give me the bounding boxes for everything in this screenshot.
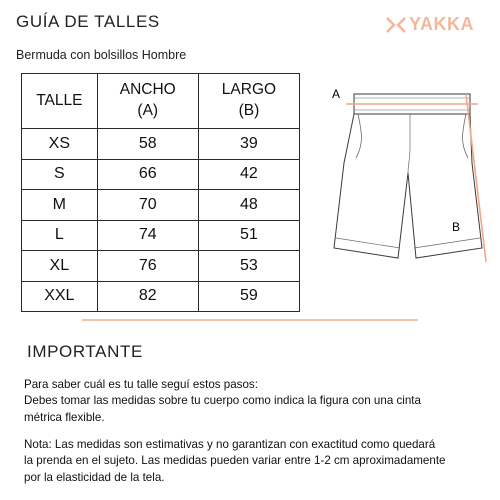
note-line: por la elasticidad de la tela. [24, 470, 165, 484]
cell-largo: 51 [198, 220, 299, 251]
cell-talle: XS [22, 129, 98, 160]
shorts-diagram [318, 78, 498, 278]
table-row [22, 129, 300, 160]
steps-paragraph [24, 377, 486, 426]
x-logo-icon [385, 16, 407, 34]
important-title: IMPORTANTE [27, 342, 143, 361]
table-row [22, 190, 300, 221]
brand-logo [385, 14, 474, 35]
cell-talle: XL [22, 251, 98, 282]
cell-ancho: 58 [97, 129, 198, 160]
header-talle: TALLE [22, 74, 98, 129]
steps-line: Para saber cuál es tu talle seguí estos pasos: [24, 378, 258, 391]
product-subtitle: Bermuda con bolsillos Hombre [16, 48, 187, 62]
shorts-body-outline [334, 114, 482, 258]
table-row [22, 251, 300, 282]
left-pocket [356, 114, 362, 158]
steps-line: métrica flexible. [24, 410, 105, 424]
page-title: GUÍA DE TALLES [16, 12, 160, 31]
note-line: Nota: Las medidas son estimativas y no garantizan con exactitud como quedará [24, 438, 436, 451]
fly-seam [408, 114, 410, 173]
cell-largo: 59 [198, 281, 299, 312]
right-hem [414, 238, 480, 248]
cell-talle: S [22, 159, 98, 190]
table-row [22, 159, 300, 190]
label-a: A [332, 87, 341, 101]
measure-b-line [466, 94, 486, 262]
table-row [22, 281, 300, 312]
cell-largo: 48 [198, 190, 299, 221]
right-pocket [463, 114, 469, 158]
cell-ancho: 70 [97, 190, 198, 221]
header-ancho: ANCHO (A) [97, 74, 198, 129]
note-paragraph [24, 437, 486, 486]
label-b: B [452, 220, 461, 234]
cell-talle: L [22, 220, 98, 251]
cell-largo: 53 [198, 251, 299, 282]
note-line: la prenda en el sujeto. Las medidas pueden variar entre 1-2 cm aproximadamente [24, 454, 446, 468]
table-row [22, 220, 300, 251]
section-divider [82, 319, 418, 321]
cell-largo: 42 [198, 159, 299, 190]
logo-text: YAKKA [409, 14, 474, 34]
cell-ancho: 74 [97, 220, 198, 251]
left-hem [336, 238, 400, 248]
cell-ancho: 76 [97, 251, 198, 282]
header-largo: LARGO (B) [198, 74, 299, 129]
table-header-row [22, 74, 300, 129]
cell-ancho: 82 [97, 281, 198, 312]
cell-talle: M [22, 190, 98, 221]
cell-talle: XXL [22, 281, 98, 312]
size-table [21, 73, 300, 312]
steps-line: Debes tomar las medidas sobre tu cuerpo como indica la figura con una cinta [24, 394, 421, 408]
cell-ancho: 66 [97, 159, 198, 190]
cell-largo: 39 [198, 129, 299, 160]
